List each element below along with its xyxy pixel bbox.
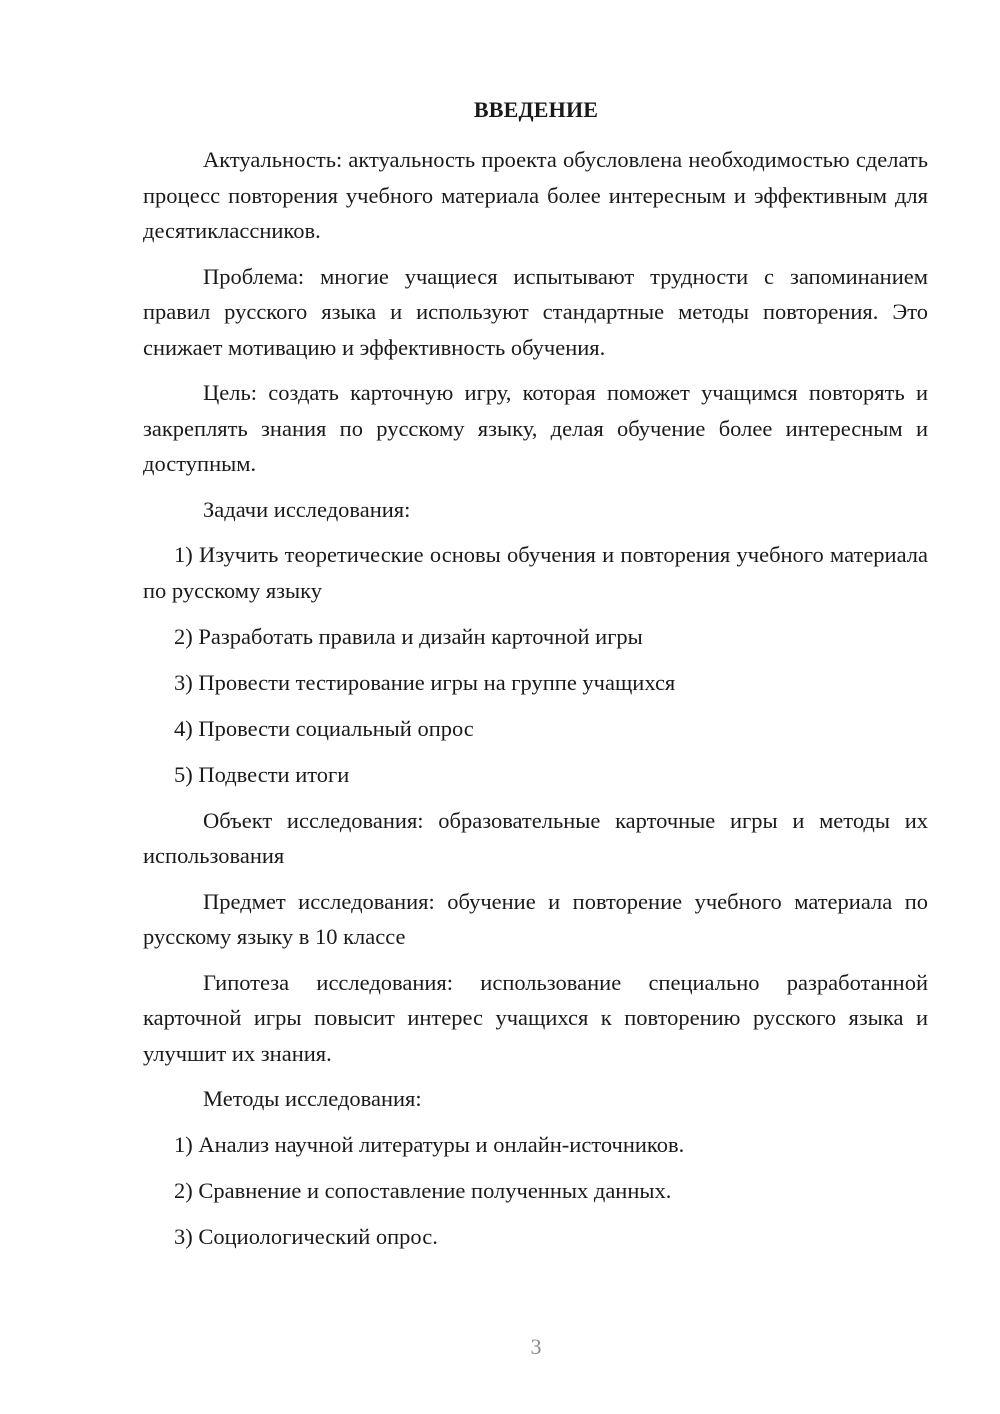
list-item: 2) Разработать правила и дизайн карточной игры <box>174 623 643 649</box>
goal-paragraph: Цель: создать карточную игру, которая поможет учащимся повторять и закреплять знания по русскому языку, делая обучение более интересным и доступным. <box>143 380 928 476</box>
object-paragraph: Объект исследования: образовательные карточные игры и методы их использования <box>143 807 928 868</box>
list-item: 3) Социологический опрос. <box>174 1223 438 1249</box>
methods-list <box>143 1127 928 1255</box>
list-item: 4) Провести социальный опрос <box>174 715 474 741</box>
hypothesis-paragraph: Гипотеза исследования: использование специально разработанной карточной игры повысит интерес учащихся к повторению русского языка и улучшит их знания. <box>143 969 928 1066</box>
list-item: 1) Анализ научной литературы и онлайн-источников. <box>174 1131 685 1157</box>
list-item: 1) Изучить теоретические основы обучения и повторения учебного материала по русскому языку <box>143 542 928 603</box>
relevance-paragraph: Актуальность: актуальность проекта обусловлена необходимостью сделать процесс повторения учебного материала более интересным и эффективным для десятиклассников. <box>143 147 928 243</box>
body-text <box>143 142 928 1265</box>
problem-paragraph: Проблема: многие учащиеся испытывают трудности с запоминанием правил русского языка и используют стандартные методы повторения. Это снижает мотивацию и эффективность обучения. <box>143 263 928 360</box>
list-item: 5) Подвести итоги <box>174 761 350 787</box>
subject-paragraph: Предмет исследования: обучение и повторение учебного материала по русскому языку в 10 классе <box>143 888 928 949</box>
tasks-list <box>143 537 928 792</box>
list-item: 3) Провести тестирование игры на группе учащихся <box>174 669 676 695</box>
methods-heading: Методы исследования: <box>203 1086 422 1111</box>
section-title: ВВЕДЕНИЕ <box>473 97 599 122</box>
tasks-heading: Задачи исследования: <box>203 496 411 522</box>
list-item: 2) Сравнение и сопоставление полученных данных. <box>174 1177 672 1203</box>
page-number: 3 <box>530 1334 542 1359</box>
